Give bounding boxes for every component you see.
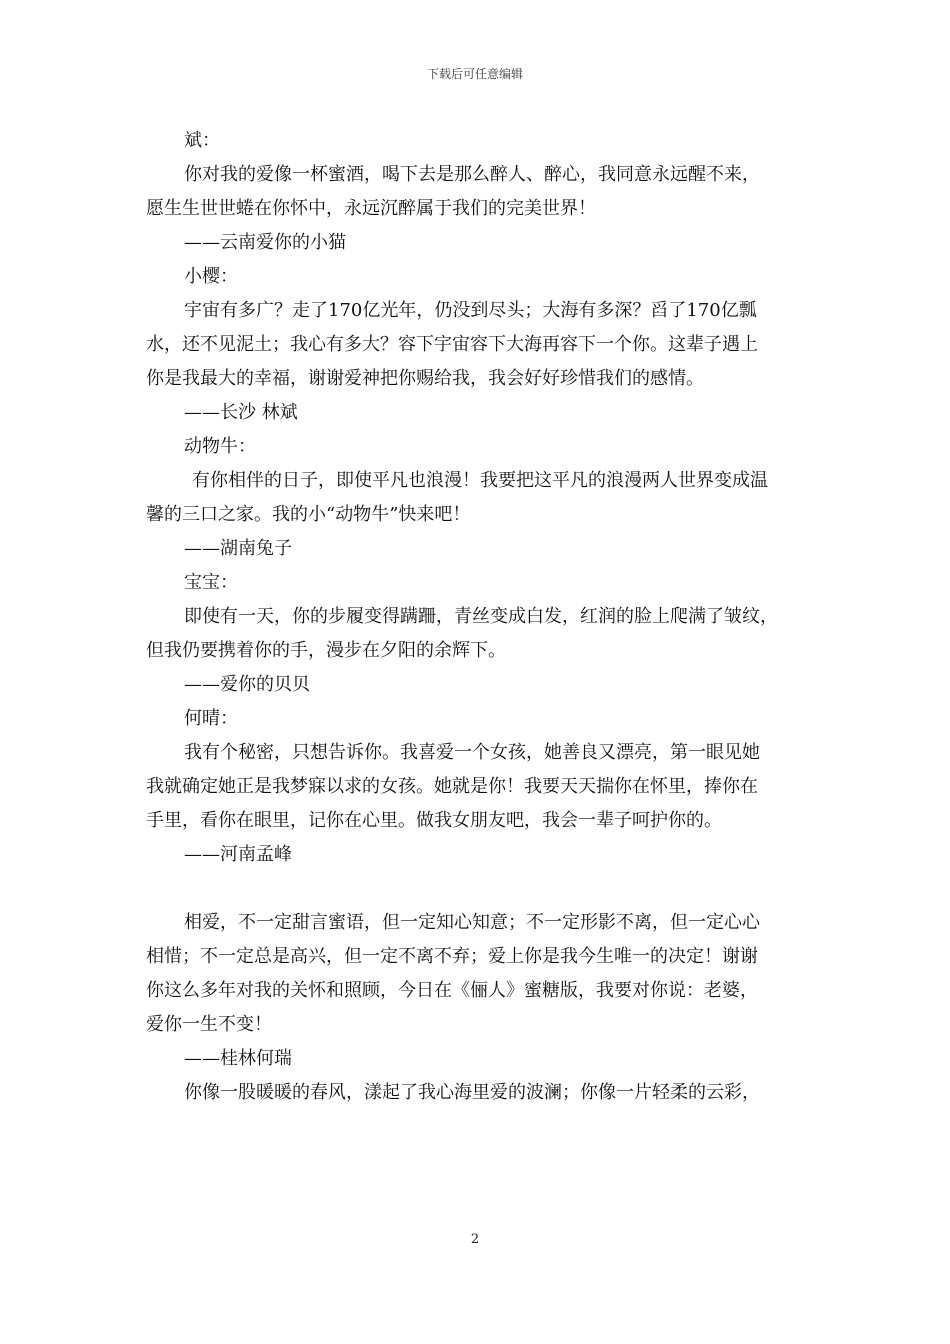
salutation-bin: 斌： xyxy=(184,130,220,151)
message-line: 有你相伴的日子，即使平凡也浪漫！我要把这平凡的浪漫两人世界变成温 xyxy=(192,470,768,491)
message-line: 你对我的爱像一杯蜜酒，喝下去是那么醉人、醉心，我同意永远醒不来， xyxy=(184,164,760,185)
signature-line: ——湖南兔子 xyxy=(184,538,292,559)
message-line: 水，还不见泥土；我心有多大？容下宇宙容下大海再容下一个你。这辈子遇上 xyxy=(146,334,758,355)
message-line: 相惜；不一定总是高兴，但一定不离不弃；爱上你是我今生唯一的决定！谢谢 xyxy=(146,946,758,967)
message-line: 我有个秘密，只想告诉你。我喜爱一个女孩，她善良又漂亮，第一眼见她 xyxy=(184,742,760,763)
signature-line: ——河南孟峰 xyxy=(184,844,292,865)
message-line: 馨的三口之家。我的小“动物牛”快来吧！ xyxy=(146,504,471,525)
message-line: 相爱，不一定甜言蜜语，但一定知心知意；不一定形影不离，但一定心心 xyxy=(184,912,760,933)
message-line: 你这么多年对我的关怀和照顾，今日在《俪人》蜜糖版，我要对你说：老婆， xyxy=(146,980,758,1001)
salutation-baobao: 宝宝： xyxy=(184,572,238,593)
page-header: 下载后可任意编辑 xyxy=(426,67,523,81)
paragraph-gap xyxy=(146,872,818,906)
message-line: 你是我最大的幸福，谢谢爱神把你赐给我，我会好好珍惜我们的感情。 xyxy=(146,368,704,389)
signature-line: ——长沙 林斌 xyxy=(184,402,298,423)
salutation-dongwuniu: 动物牛： xyxy=(184,436,256,457)
message-line: 宇宙有多广？走了170亿光年，仍没到尽头；大海有多深？舀了170亿瓢 xyxy=(184,300,757,321)
page-number: 2 xyxy=(470,1232,480,1247)
message-line: 我就确定她正是我梦寐以求的女孩。她就是你！我要天天揣你在怀里，捧你在 xyxy=(146,776,758,797)
document-body xyxy=(146,124,818,1110)
signature-line: ——云南爱你的小猫 xyxy=(184,232,346,253)
message-line: 愿生生世世蜷在你怀中，永远沉醉属于我们的完美世界！ xyxy=(146,198,596,219)
message-line: 即使有一天，你的步履变得蹒跚，青丝变成白发，红润的脸上爬满了皱纹， xyxy=(184,606,778,627)
message-line: 但我仍要携着你的手，漫步在夕阳的余辉下。 xyxy=(146,640,506,661)
signature-line: ——爱你的贝贝 xyxy=(184,674,310,695)
signature-line: ——桂林何瑞 xyxy=(184,1048,292,1069)
message-line: 你像一股暖暖的春风，漾起了我心海里爱的波澜；你像一片轻柔的云彩， xyxy=(184,1082,760,1103)
message-line: 爱你一生不变！ xyxy=(146,1014,272,1035)
message-line: 手里，看你在眼里，记你在心里。做我女朋友吧，我会一辈子呵护你的。 xyxy=(146,810,722,831)
salutation-heqing: 何晴： xyxy=(184,708,238,729)
salutation-xiaoying: 小樱： xyxy=(184,266,238,287)
